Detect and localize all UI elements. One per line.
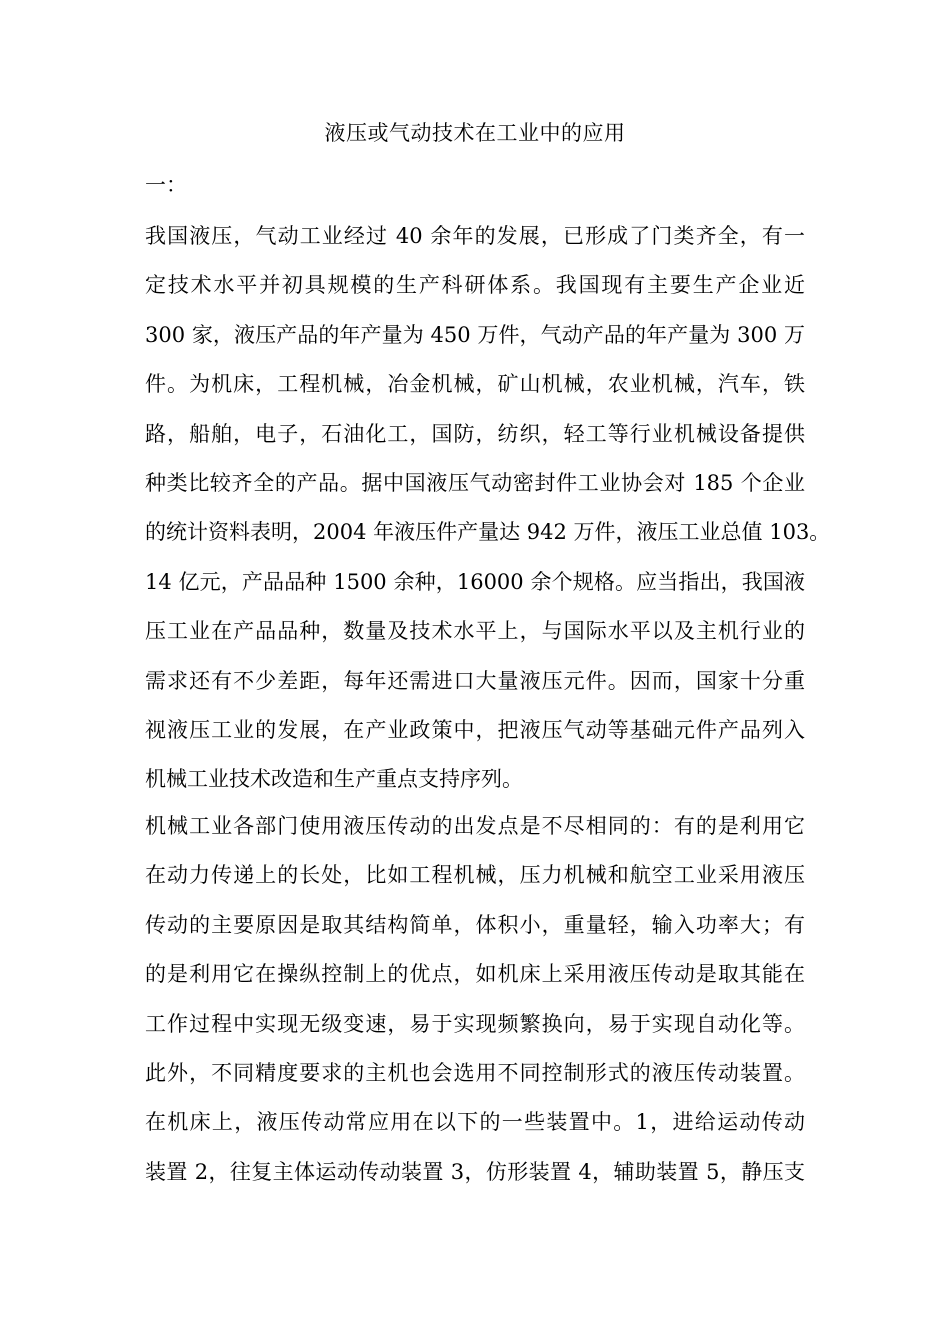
text-line: 定技术水平并初具规模的生产科研体系。我国现有主要生产企业近	[145, 273, 805, 298]
text-line: 压工业在产品品种，数量及技术水平上，与国际水平以及主机行业的	[145, 619, 805, 644]
text-line: 我国液压，气动工业经过 40 余年的发展，已形成了门类齐全，有一	[145, 224, 805, 248]
text-line: 的是利用它在操纵控制上的优点，如机床上采用液压传动是取其能在	[145, 962, 805, 987]
text-line: 机械工业技术改造和生产重点支持序列。	[145, 767, 523, 792]
text-line: 种类比较齐全的产品。据中国液压气动密封件工业协会对 185 个企业	[145, 470, 805, 495]
text-line: 机械工业各部门使用液压传动的出发点是不尽相同的：有的是利用它	[145, 814, 805, 838]
text-line: 在机床上，液压传动常应用在以下的一些装置中。1，进给运动传动	[145, 1110, 805, 1135]
paragraph-2	[145, 802, 805, 1197]
section-label: 一：	[145, 173, 187, 197]
document-title: 液压或气动技术在工业中的应用	[324, 121, 626, 145]
text-line: 工作过程中实现无级变速，易于实现频繁换向，易于实现自动化等。	[145, 1011, 805, 1036]
text-line: 件。为机床，工程机械，冶金机械，矿山机械，农业机械，汽车，铁	[145, 372, 805, 397]
text-line: 需求还有不少差距，每年还需进口大量液压元件。因而，国家十分重	[145, 668, 805, 693]
text-line: 传动的主要原因是取其结构简单，体积小，重量轻，输入功率大；有	[145, 912, 805, 937]
text-line: 装置 2，往复主体运动传动装置 3，仿形装置 4，辅助装置 5，静压支	[145, 1159, 805, 1184]
text-line: 视液压工业的发展，在产业政策中，把液压气动等基础元件产品列入	[145, 717, 805, 742]
text-line: 此外，不同精度要求的主机也会选用不同控制形式的液压传动装置。	[145, 1060, 805, 1085]
text-line: 的统计资料表明，2004 年液压件产量达 942 万件，液压工业总值 103。	[145, 520, 831, 545]
text-line: 在动力传递上的长处，比如工程机械，压力机械和航空工业采用液压	[145, 863, 805, 888]
text-line: 14 亿元，产品品种 1500 余种，16000 余个规格。应当指出，我国液	[145, 569, 805, 594]
paragraph-1	[145, 212, 831, 805]
text-line: 300 家，液压产品的年产量为 450 万件，气动产品的年产量为 300 万	[145, 322, 805, 347]
text-line: 路，船舶，电子，石油化工，国防，纺织，轻工等行业机械设备提供	[145, 421, 805, 446]
